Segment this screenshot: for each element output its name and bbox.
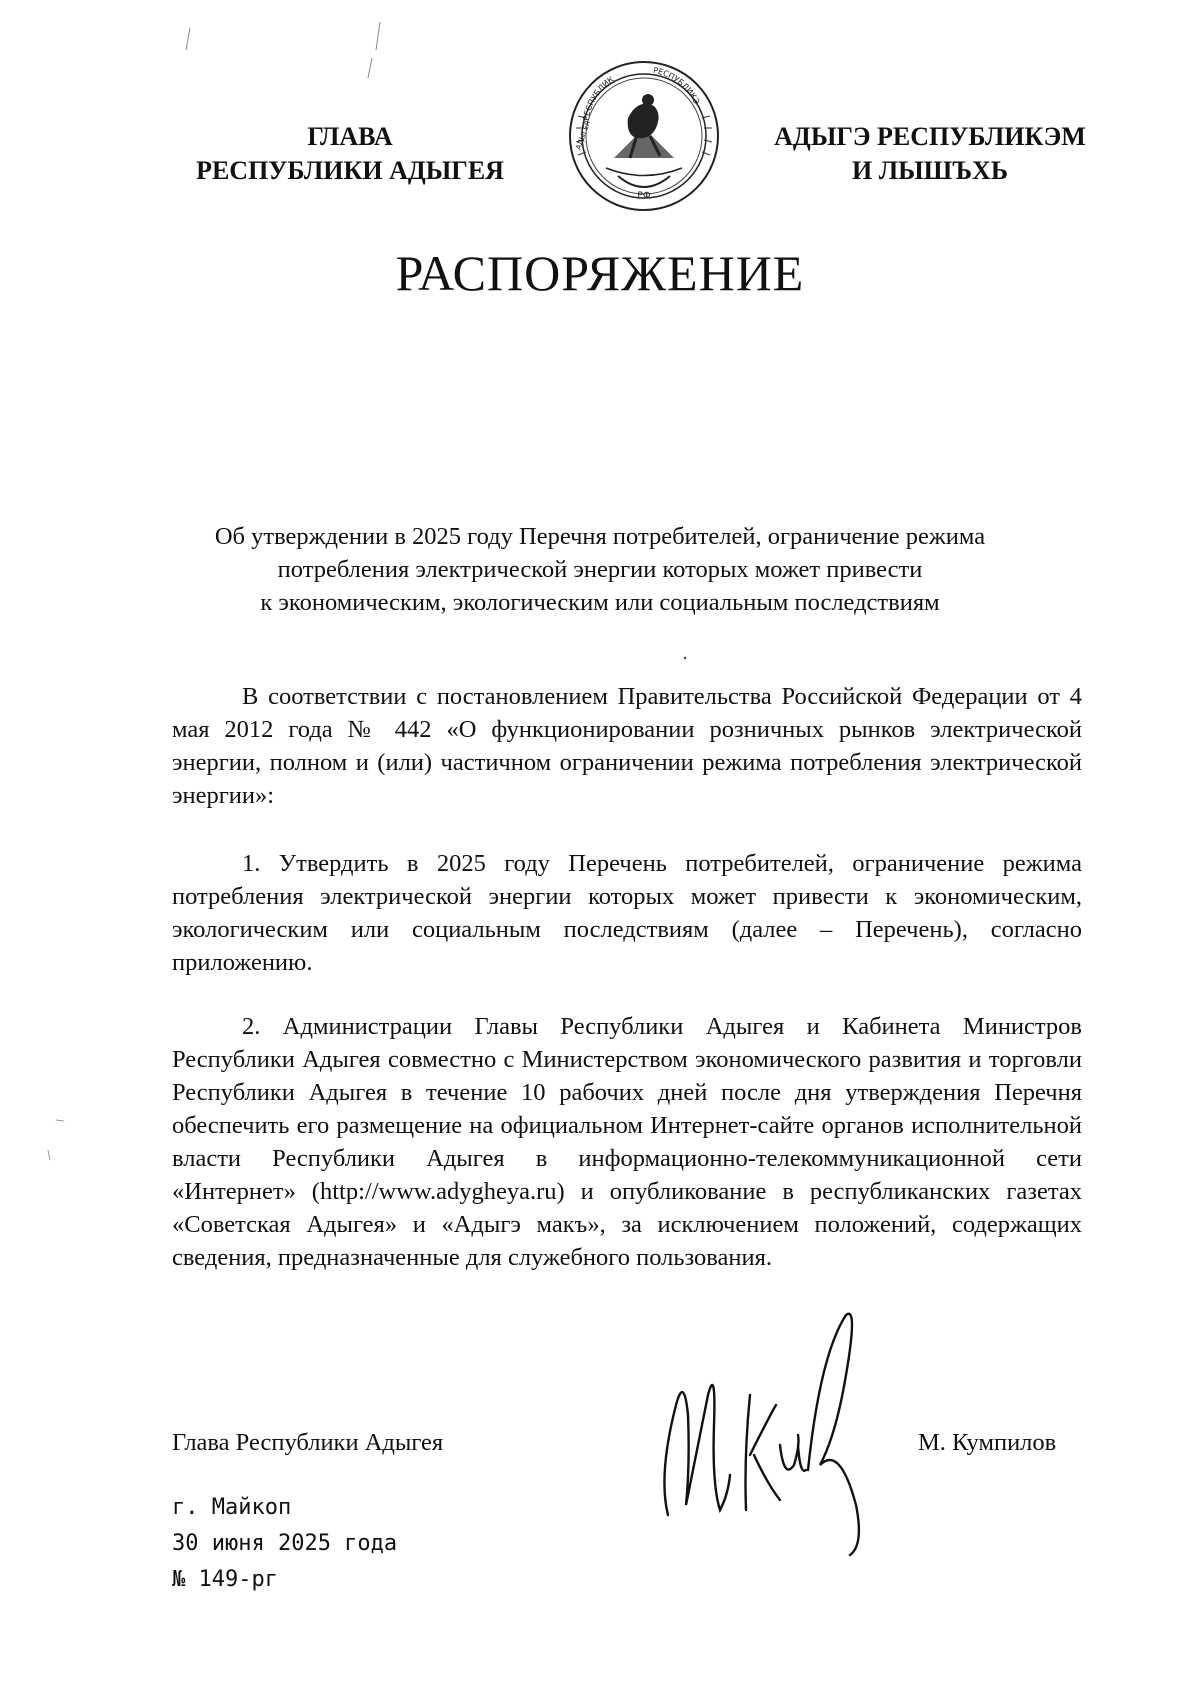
- signatory-position: Глава Республики Адыгея: [172, 1429, 444, 1456]
- header-right-line1: АДЫГЭ РЕСПУБЛИКЭМ: [774, 122, 1086, 151]
- document-footer: [172, 1490, 397, 1598]
- footer-number: № 149-рг: [172, 1567, 278, 1592]
- emblem-arc-text-right: РЕСПУБЛИКЭ: [652, 65, 702, 106]
- emblem-arc-text-left: РЕСПУБЛИК: [581, 74, 616, 122]
- emblem-side-text: АДЫГЕЯ: [574, 119, 593, 151]
- header-left-line2: РЕСПУБЛИКИ АДЫГЕЯ: [196, 156, 504, 185]
- subject-line: к экономическим, экологическим или социальным последствиям: [260, 589, 940, 616]
- subject-line: Об утверждении в 2025 году Перечня потребителей, ограничение режима: [214, 523, 986, 550]
- item-1-paragraph: 1. Утвердить в 2025 году Перечень потребителей, ограничение режима потребления электрической энергии которых может привести к экономическим, экологическим или социальным последствиям (далее – Перечень), согласно приложению.: [172, 850, 1082, 976]
- coat-of-arms-icon: [566, 58, 722, 214]
- signatory-name: М. Кумпилов: [918, 1429, 1057, 1456]
- header-left-line1: ГЛАВА: [307, 122, 393, 151]
- preamble-paragraph: В соответствии с постановлением Правительства Российской Федерации от 4 мая 2012 года № 442 «О функционировании розничных рынков электрической энергии, полном и (или) частичном ограничении режима потребления электрической энергии»:: [172, 683, 1082, 809]
- document-subject: [150, 520, 1050, 619]
- svg-text:РЕСПУБЛИК: [581, 75, 615, 122]
- header-right: [740, 120, 1120, 188]
- header-left: [170, 120, 530, 188]
- emblem-bottom-text: РФ: [637, 191, 651, 201]
- subject-line: потребления электрической энергии которых может привести: [277, 556, 923, 583]
- item-2-paragraph: 2. Администрации Главы Республики Адыгея и Кабинета Министров Республики Адыгея совместно с Министерством экономического развития и торговли Республики Адыгея в течение 10 рабочих дней после дня утверждения Перечня обеспечить его размещение на официальном Интернет-сайте органов исполнительной власти Республики Адыгея в информационно-телекоммуникационной сети «Интернет» (http://www.adygheya.ru) и опубликование в республиканских газетах «Советская Адыгея» и «Адыгэ макъ», за исключением положений, содержащих сведения, предназначенные для служебного пользования.: [172, 1013, 1082, 1271]
- handwritten-signature: [650, 1295, 880, 1560]
- document-type-title: РАСПОРЯЖЕНИЕ: [395, 245, 805, 301]
- header-right-line2: И ЛЫШЪХЬ: [851, 156, 1009, 185]
- svg-text:РЕСПУБЛИКЭ: [652, 66, 701, 106]
- footer-city: г. Майкоп: [172, 1495, 292, 1520]
- footer-date: 30 июня 2025 года: [172, 1531, 398, 1556]
